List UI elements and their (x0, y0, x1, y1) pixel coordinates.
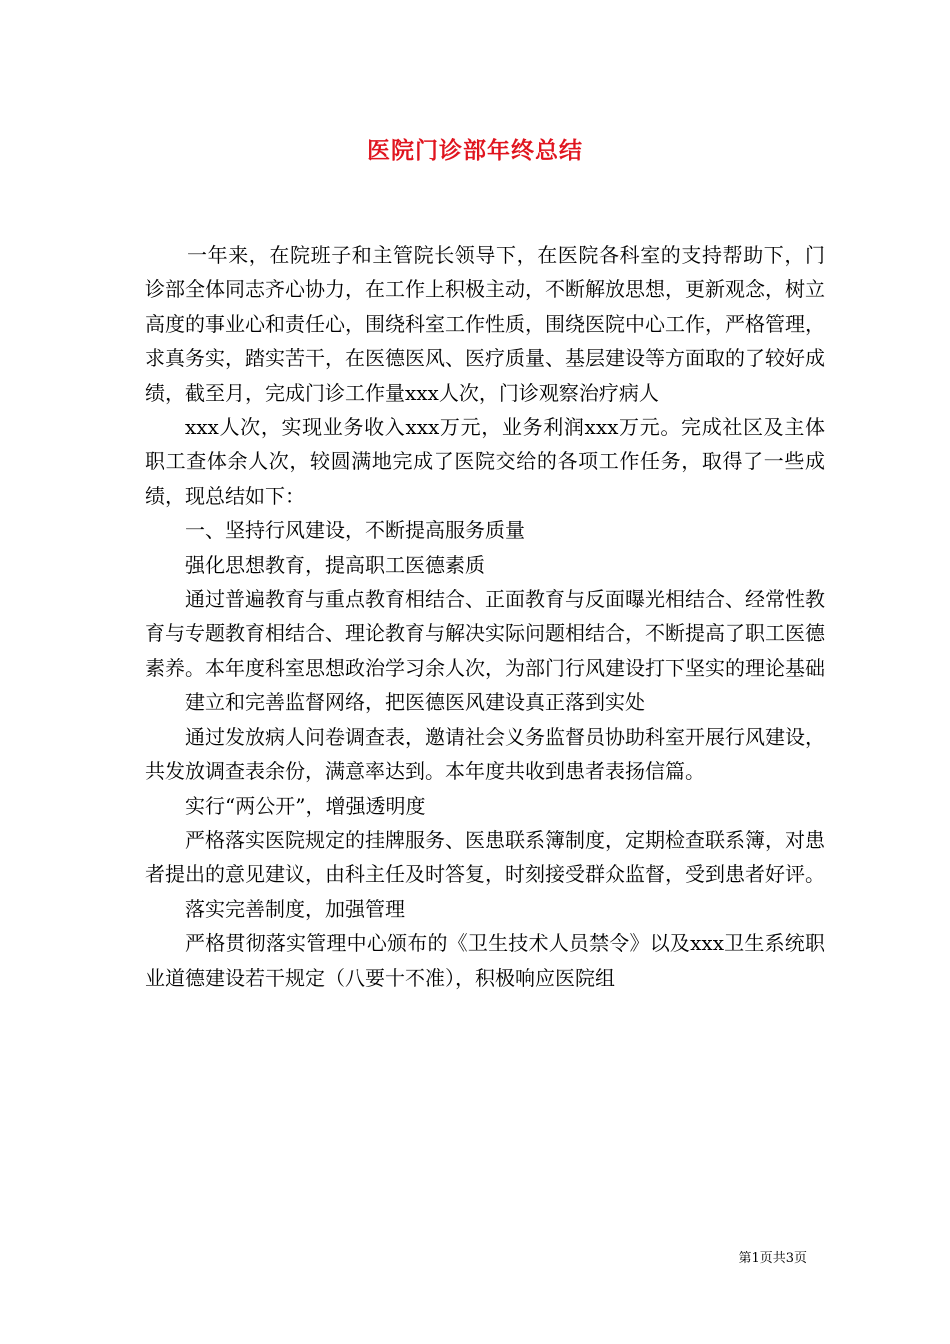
paragraph-intro-continued: xxx人次，实现业务收入xxx万元，业务利润xxx万元。完成社区及主体职工查体余人次，较圆满地完成了医院交给的各项工作任务，取得了一些成绩，现总结如下： (145, 415, 825, 508)
paragraph-management: 严格贯彻落实管理中心颁布的《卫生技术人员禁令》以及xxx卫生系统职业道德建设若干规定（八要十不准），积极响应医院组 (145, 931, 825, 990)
paragraph-education: 通过普遍教育与重点教育相结合、正面教育与反面曝光相结合、经常性教育与专题教育相结合、理论教育与解决实际问题相结合，不断提高了职工医德素养。本年度科室思想政治学习余人次，为部门行风建设打下坚实的理论基础 (145, 587, 825, 680)
page-number: 第1页共3页 (738, 1251, 807, 1266)
section-heading-1: 一、坚持行风建设，不断提高服务质量 (185, 518, 525, 543)
subheading-transparency: 实行“两公开”，增强透明度 (185, 793, 426, 818)
paragraph-transparency: 严格落实医院规定的挂牌服务、医患联系簿制度，定期检查联系簿，对患者提出的意见建议，由科主任及时答复，时刻接受群众监督，受到患者好评。 (145, 827, 825, 887)
paragraph-supervision: 通过发放病人问卷调查表，邀请社会义务监督员协助科室开展行风建设，共发放调查表余份，满意率达到。本年度共收到患者表扬信篇。 (145, 724, 825, 784)
subheading-education: 强化思想教育，提高职工医德素质 (185, 552, 485, 577)
paragraph-intro: 一年来，在院班子和主管院长领导下，在医院各科室的支持帮助下，门诊部全体同志齐心协力，在工作上积极主动，不断解放思想，更新观念，树立高度的事业心和责任心，围绕科室工作性质，围绕医院中心工作，严格管理，求真务实，踏实苦干，在医德医风、医疗质量、基层建设等方面取的了较好成绩，截至月，完成门诊工作量xxx人次，门诊观察治疗病人 (145, 243, 825, 405)
document-body (145, 238, 825, 995)
subheading-supervision: 建立和完善监督网络，把医德医风建设真正落到实处 (185, 690, 645, 715)
subheading-management: 落实完善制度，加强管理 (185, 896, 405, 921)
document-title: 医院门诊部年终总结 (367, 137, 583, 164)
